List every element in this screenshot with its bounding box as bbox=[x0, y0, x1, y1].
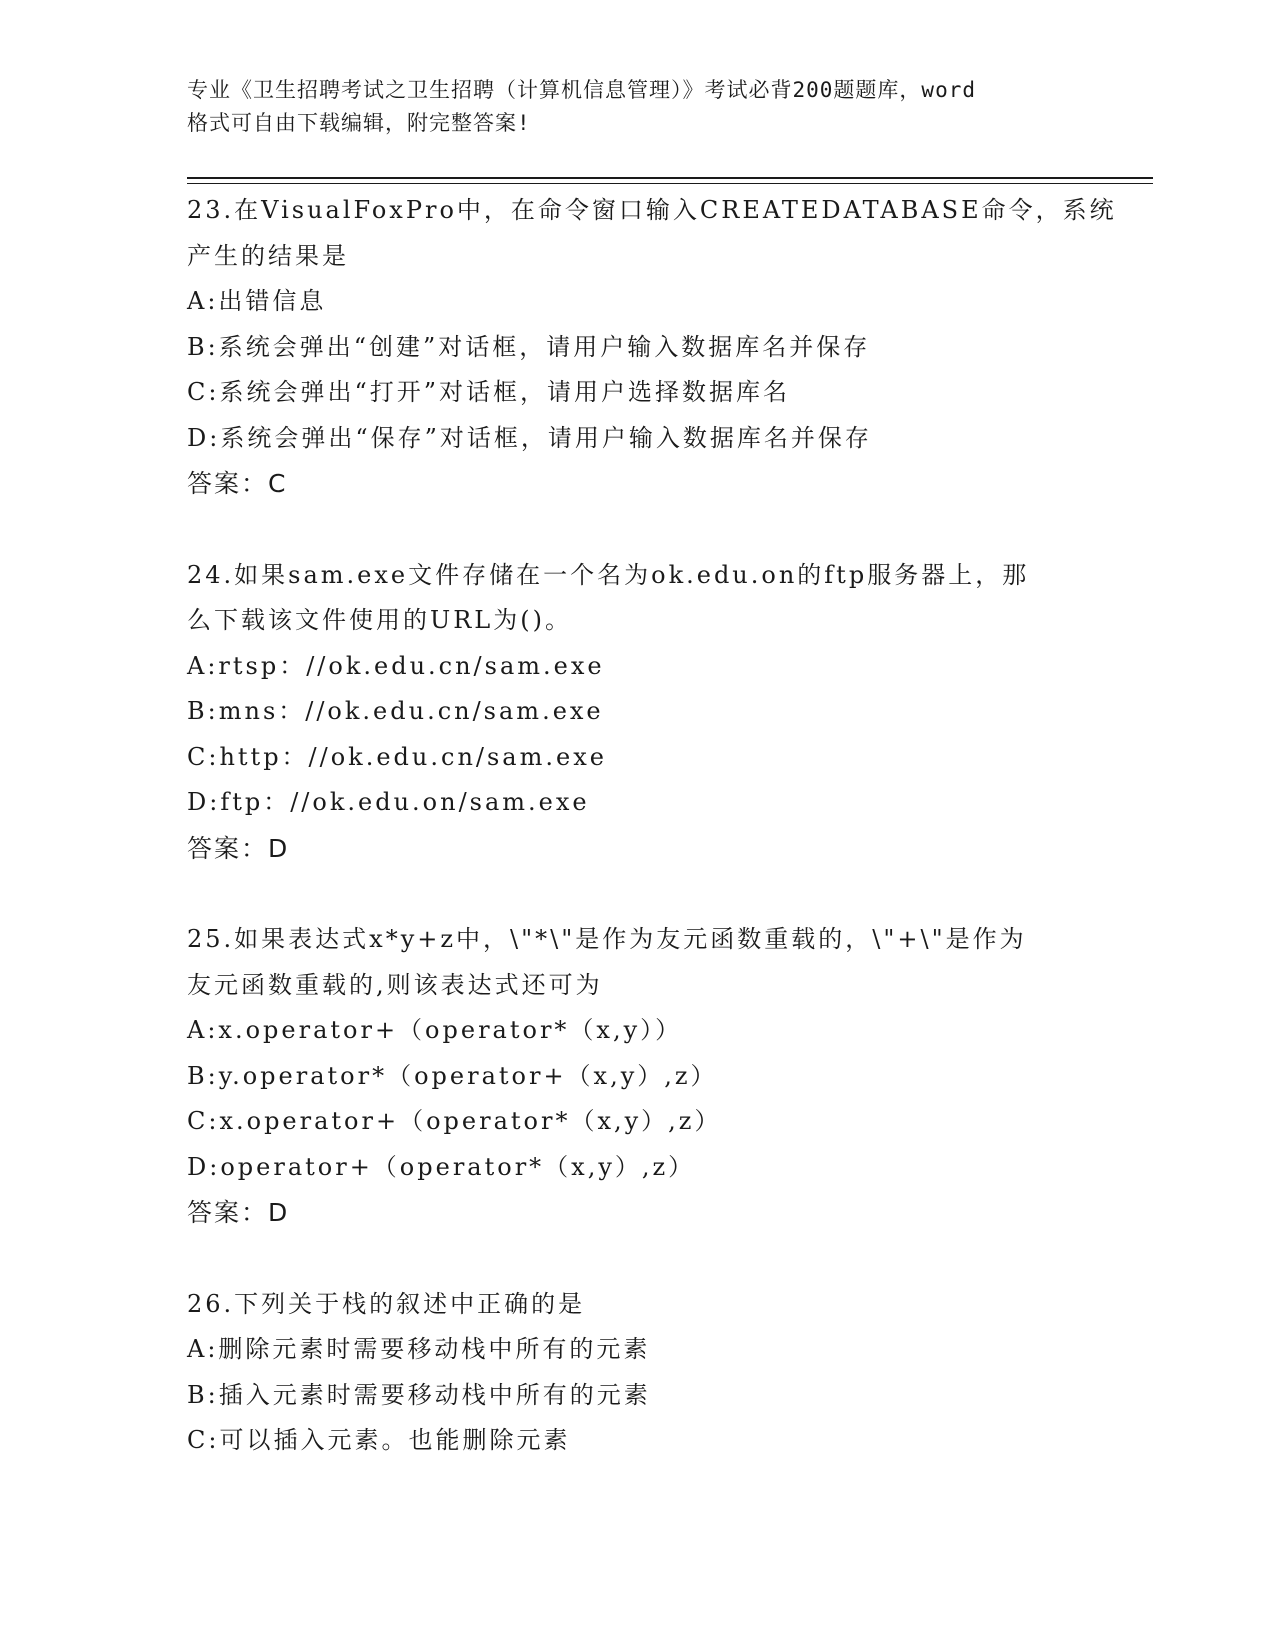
question-stem-line: 25.如果表达式x*y+z中，\"*\"是作为友元函数重载的，\"+\"是作为 bbox=[187, 925, 1027, 953]
option-c: C:可以插入元素。也能删除元素 bbox=[187, 1426, 571, 1454]
answer-line: 答案：D bbox=[187, 1198, 290, 1227]
option-d: D:ftp：//ok.edu.on/sam.exe bbox=[187, 788, 590, 816]
option-c: C:http：//ok.edu.cn/sam.exe bbox=[187, 742, 607, 771]
answer-line: 答案：D bbox=[187, 833, 290, 863]
answer-line: 答案：C bbox=[187, 469, 288, 498]
option-a: A:出错信息 bbox=[187, 287, 327, 315]
option-a: A:删除元素时需要移动栈中所有的元素 bbox=[187, 1335, 651, 1363]
header-line-2: 格式可自由下载编辑，附完整答案! bbox=[187, 111, 531, 135]
question-stem-line: 26.下列关于栈的叙述中正确的是 bbox=[187, 1289, 586, 1318]
option-b: B:系统会弹出“创建”对话框，请用户输入数据库名并保存 bbox=[187, 332, 871, 361]
question-stem-line: 友元函数重载的,则该表达式还可为 bbox=[187, 970, 603, 999]
question-23 bbox=[187, 188, 1117, 507]
option-d: D:operator+（operator*（x,y）,z） bbox=[187, 1152, 696, 1181]
option-b: B:y.operator*（operator+（x,y）,z） bbox=[187, 1061, 718, 1090]
question-26 bbox=[187, 1282, 1087, 1464]
option-b: B:mns：//ok.edu.cn/sam.exe bbox=[187, 697, 604, 725]
option-d: D:系统会弹出“保存”对话框，请用户输入数据库名并保存 bbox=[187, 423, 872, 452]
option-a: A:rtsp：//ok.edu.cn/sam.exe bbox=[187, 651, 605, 680]
option-a: A:x.operator+（operator*（x,y）） bbox=[187, 1016, 683, 1044]
header-line-1: 专业《卫生招聘考试之卫生招聘（计算机信息管理）》考试必背200题题库，word bbox=[187, 78, 976, 102]
question-24 bbox=[187, 553, 1087, 872]
option-c: C:x.operator+（operator*（x,y）,z） bbox=[187, 1107, 722, 1135]
question-25 bbox=[187, 917, 1087, 1236]
header-divider-top bbox=[187, 177, 1153, 179]
question-stem-line: 么下载该文件使用的URL为()。 bbox=[187, 606, 572, 634]
question-list bbox=[187, 188, 1117, 1510]
document-header bbox=[187, 74, 1087, 140]
header-divider-bottom bbox=[187, 183, 1153, 184]
option-c: C:系统会弹出“打开”对话框，请用户选择数据库名 bbox=[187, 378, 790, 406]
question-stem-line: 产生的结果是 bbox=[187, 241, 349, 270]
question-stem-line: 23.在VisualFoxPro中，在命令窗口输入CREATEDATABASE命令，系统 bbox=[187, 196, 1117, 224]
question-stem-line: 24.如果sam.exe文件存储在一个名为ok.edu.on的ftp服务器上，那 bbox=[187, 560, 1030, 589]
option-b: B:插入元素时需要移动栈中所有的元素 bbox=[187, 1380, 651, 1409]
